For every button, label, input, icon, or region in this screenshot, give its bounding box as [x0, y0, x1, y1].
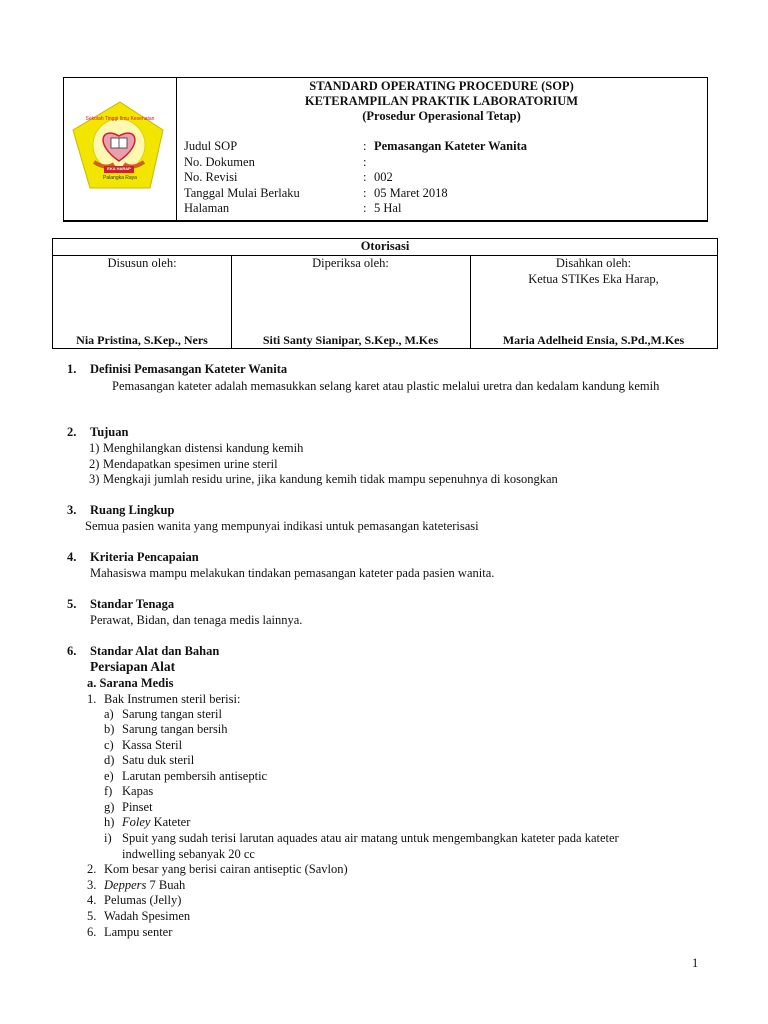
list-marker: 5. — [87, 909, 97, 923]
row-value: 05 Maret 2018 — [374, 186, 448, 200]
s6-sub-a: a. Sarana Medis — [87, 676, 174, 690]
list-item-continuation: indwelling sebanyak 20 cc — [122, 847, 255, 861]
row-label: No. Revisi — [184, 170, 238, 184]
s5-heading: Standar Tenaga — [90, 597, 175, 611]
list-item-text: 7 Buah — [149, 878, 186, 892]
list-item-italic: Foley — [122, 815, 151, 829]
list-item: Kapas — [122, 784, 154, 798]
logo-cell — [64, 78, 177, 220]
s2-item: Mendapatkan spesimen urine steril — [103, 457, 278, 471]
list-marker: b) — [104, 722, 115, 736]
list-marker: d) — [104, 753, 115, 767]
s6-subheading: Persiapan Alat — [90, 659, 176, 674]
logo-text-top: Sekolah Tinggi Ilmu Kesehatan — [85, 116, 155, 122]
list-item — [104, 878, 185, 893]
s3-number: 3. — [67, 503, 77, 517]
list-marker: c) — [104, 738, 114, 752]
sop-header-box — [63, 77, 708, 221]
list-item: Lampu senter — [104, 925, 173, 939]
page-number: 1 — [692, 956, 699, 970]
s2-item-marker: 2) — [89, 457, 100, 471]
row-label: Judul SOP — [184, 139, 238, 153]
doc-subtitle: KETERAMPILAN PRAKTIK LABORATORIUM — [304, 94, 579, 108]
list-marker: f) — [104, 784, 113, 798]
list-item: Spuit yang sudah terisi larutan aquades atau air matang untuk mengembangkan kateter pada kateter — [122, 831, 619, 845]
row-label: No. Dokumen — [184, 155, 255, 169]
s1-heading: Definisi Pemasangan Kateter Wanita — [90, 362, 288, 376]
row-colon: : — [363, 186, 367, 200]
authorization-table — [52, 238, 718, 349]
auth-name: Siti Santy Sianipar, S.Kep., M.Kes — [262, 333, 439, 347]
list-item-italic: Deppers — [104, 878, 147, 892]
s2-item: Mengkaji jumlah residu urine, jika kandung kemih tidak mampu sepenuhnya di kosongkan — [103, 472, 558, 486]
doc-subtitle-2: (Prosedur Operasional Tetap) — [362, 109, 521, 123]
auth-name: Maria Adelheid Ensia, S.Pd.,M.Kes — [502, 333, 685, 347]
list-marker: g) — [104, 800, 115, 814]
list-marker: a) — [104, 707, 114, 721]
s1-body: Pemasangan kateter adalah memasukkan selang karet atau plastic melalui uretra dan kedalam kandung kemih — [112, 379, 660, 393]
s1-number: 1. — [67, 362, 77, 376]
doc-title: STANDARD OPERATING PROCEDURE (SOP) — [309, 79, 574, 93]
list-item-text: Kateter — [153, 815, 191, 829]
s5-number: 5. — [67, 597, 77, 611]
logo-text-banner: EKA HARAP — [107, 166, 131, 171]
logo-text-city: Palangka Raya — [103, 175, 137, 181]
row-label: Halaman — [184, 201, 230, 215]
auth-col-checked — [231, 255, 471, 348]
s4-heading: Kriteria Pencapaian — [90, 550, 199, 564]
list-marker: 3. — [87, 878, 97, 892]
list-item: Kom besar yang berisi cairan antiseptic (Savlon) — [104, 862, 348, 876]
list-item: Kassa Steril — [122, 738, 183, 752]
list-item: Pelumas (Jelly) — [104, 893, 182, 907]
s4-body: Mahasiswa mampu melakukan tindakan pemasangan kateter pada pasien wanita. — [90, 566, 495, 580]
list-item: Sarung tangan steril — [122, 707, 222, 721]
row-value: 5 Hal — [374, 201, 402, 215]
s2-number: 2. — [67, 425, 77, 439]
list-marker: 4. — [87, 893, 97, 907]
s5-body: Perawat, Bidan, dan tenaga medis lainnya. — [90, 613, 303, 627]
s6-heading: Standar Alat dan Bahan — [90, 644, 220, 658]
s6-item-marker: 1. — [87, 692, 97, 706]
row-value: 002 — [374, 170, 393, 184]
list-item: Larutan pembersih antiseptic — [122, 769, 268, 783]
s2-item: Menghilangkan distensi kandung kemih — [103, 441, 304, 455]
s2-heading: Tujuan — [90, 425, 129, 439]
s6-number: 6. — [67, 644, 77, 658]
auth-role: Disusun oleh: — [107, 256, 177, 270]
row-label: Tanggal Mulai Berlaku — [184, 186, 300, 200]
s2-item-marker: 1) — [89, 441, 100, 455]
row-colon: : — [363, 201, 367, 215]
list-item: Satu duk steril — [122, 753, 195, 767]
auth-name: Nia Pristina, S.Kep., Ners — [76, 333, 208, 347]
row-colon: : — [363, 155, 367, 169]
auth-role: Disahkan oleh: — [555, 256, 632, 270]
list-item — [122, 815, 190, 830]
list-marker: 2. — [87, 862, 97, 876]
institution-logo — [64, 78, 176, 220]
s2-item-marker: 3) — [89, 472, 100, 486]
auth-role: Diperiksa oleh: — [312, 256, 389, 270]
list-marker: 6. — [87, 925, 97, 939]
row-value: Pemasangan Kateter Wanita — [374, 139, 528, 153]
header-double-rule — [63, 218, 708, 222]
s3-heading: Ruang Lingkup — [90, 503, 175, 517]
list-item: Pinset — [122, 800, 153, 814]
list-marker: h) — [104, 815, 115, 829]
row-colon: : — [363, 139, 367, 153]
list-marker: e) — [104, 769, 114, 783]
auth-col-approved — [470, 255, 717, 348]
auth-extra: Ketua STIKes Eka Harap, — [528, 272, 659, 286]
auth-title: Otorisasi — [53, 239, 717, 256]
list-marker: i) — [104, 831, 112, 845]
list-item: Wadah Spesimen — [104, 909, 191, 923]
auth-col-prepared — [53, 255, 232, 348]
s4-number: 4. — [67, 550, 77, 564]
list-item: Sarung tangan bersih — [122, 722, 228, 736]
s6-item-1: Bak Instrumen steril berisi: — [104, 692, 241, 706]
row-colon: : — [363, 170, 367, 184]
s3-body: Semua pasien wanita yang mempunyai indikasi untuk pemasangan kateterisasi — [85, 519, 479, 533]
